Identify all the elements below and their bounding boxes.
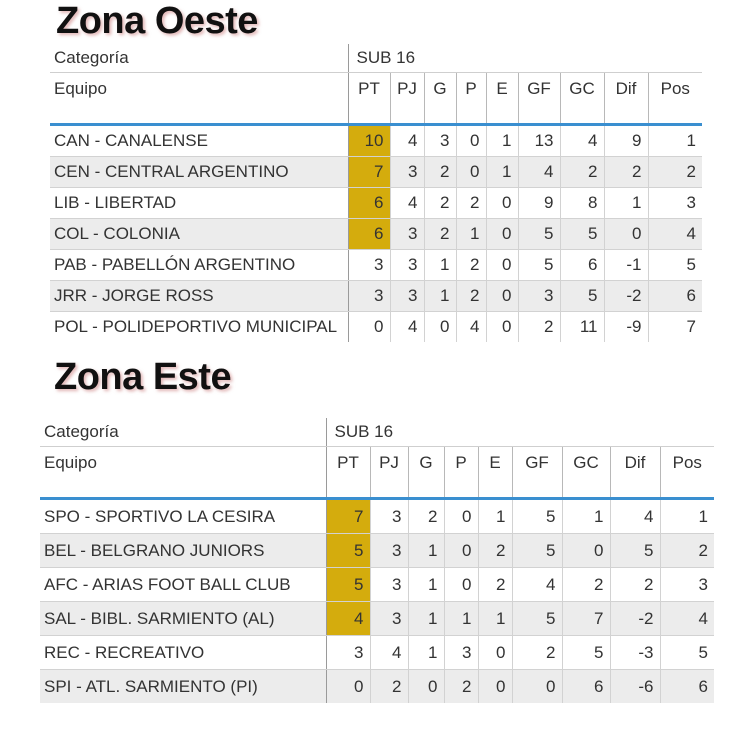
team-name-cell: JRR - JORGE ROSS bbox=[50, 281, 348, 312]
team-name-cell: PAB - PABELLÓN ARGENTINO bbox=[50, 250, 348, 281]
stat-cell-p: 2 bbox=[456, 188, 486, 219]
column-header-pt[interactable]: PT bbox=[326, 447, 370, 499]
column-header-pos[interactable]: Pos bbox=[648, 73, 702, 125]
stat-cell-pt: 5 bbox=[326, 534, 370, 568]
stat-cell-pos: 3 bbox=[648, 188, 702, 219]
stat-cell-gf: 4 bbox=[518, 157, 560, 188]
stat-cell-pos: 5 bbox=[660, 636, 714, 670]
category-value: SUB 16 bbox=[348, 44, 702, 73]
category-row bbox=[50, 44, 702, 73]
table-row bbox=[40, 636, 714, 670]
stat-cell-p: 3 bbox=[444, 636, 478, 670]
table-row bbox=[50, 250, 702, 281]
stat-cell-gf: 4 bbox=[512, 568, 562, 602]
stat-cell-e: 0 bbox=[486, 281, 518, 312]
team-name-cell: SPI - ATL. SARMIENTO (PI) bbox=[40, 670, 326, 704]
table-row bbox=[50, 125, 702, 157]
category-value: SUB 16 bbox=[326, 418, 714, 447]
stat-cell-g: 1 bbox=[408, 534, 444, 568]
column-header-pj[interactable]: PJ bbox=[390, 73, 424, 125]
category-label: Categoría bbox=[50, 44, 348, 73]
column-header-pj[interactable]: PJ bbox=[370, 447, 408, 499]
column-header-gc[interactable]: GC bbox=[562, 447, 610, 499]
stat-cell-dif: 0 bbox=[604, 219, 648, 250]
stat-cell-pj: 3 bbox=[390, 219, 424, 250]
stat-cell-p: 0 bbox=[444, 568, 478, 602]
stat-cell-p: 1 bbox=[444, 602, 478, 636]
stat-cell-pj: 4 bbox=[390, 125, 424, 157]
stat-cell-gf: 5 bbox=[518, 219, 560, 250]
stat-cell-e: 1 bbox=[486, 157, 518, 188]
column-header-e[interactable]: E bbox=[478, 447, 512, 499]
stat-cell-gc: 1 bbox=[562, 499, 610, 534]
header-row bbox=[40, 447, 714, 499]
category-label: Categoría bbox=[40, 418, 326, 447]
stat-cell-pt: 0 bbox=[348, 312, 390, 343]
table-row bbox=[40, 670, 714, 704]
stat-cell-pj: 3 bbox=[390, 250, 424, 281]
header-row bbox=[50, 73, 702, 125]
stat-cell-pos: 1 bbox=[648, 125, 702, 157]
team-name-cell: BEL - BELGRANO JUNIORS bbox=[40, 534, 326, 568]
standings-table bbox=[50, 44, 702, 342]
team-name-cell: COL - COLONIA bbox=[50, 219, 348, 250]
column-header-p[interactable]: P bbox=[444, 447, 478, 499]
stat-cell-g: 2 bbox=[424, 157, 456, 188]
stat-cell-dif: 1 bbox=[604, 188, 648, 219]
stat-cell-gc: 6 bbox=[562, 670, 610, 704]
stat-cell-pos: 6 bbox=[648, 281, 702, 312]
stat-cell-p: 1 bbox=[456, 219, 486, 250]
stat-cell-g: 1 bbox=[424, 250, 456, 281]
team-name-cell: POL - POLIDEPORTIVO MUNICIPAL bbox=[54, 317, 338, 336]
stat-cell-p: 2 bbox=[456, 281, 486, 312]
stat-cell-pos: 1 bbox=[660, 499, 714, 534]
stat-cell-g: 3 bbox=[424, 125, 456, 157]
table-row bbox=[50, 281, 702, 312]
standings-table-oeste bbox=[50, 44, 702, 342]
stat-cell-gf: 0 bbox=[512, 670, 562, 704]
table-row bbox=[40, 499, 714, 534]
team-name-cell: SAL - BIBL. SARMIENTO (AL) bbox=[40, 602, 326, 636]
column-header-pos[interactable]: Pos bbox=[660, 447, 714, 499]
stat-cell-dif: -3 bbox=[610, 636, 660, 670]
column-header-g[interactable]: G bbox=[408, 447, 444, 499]
stat-cell-gf: 5 bbox=[512, 534, 562, 568]
stat-cell-pos: 4 bbox=[660, 602, 714, 636]
stat-cell-dif: 4 bbox=[610, 499, 660, 534]
stat-cell-e: 0 bbox=[478, 636, 512, 670]
stat-cell-dif: -6 bbox=[610, 670, 660, 704]
stat-cell-e: 0 bbox=[486, 188, 518, 219]
stat-cell-pj: 3 bbox=[390, 281, 424, 312]
stat-cell-gc: 5 bbox=[560, 219, 604, 250]
stat-cell-e: 1 bbox=[478, 499, 512, 534]
stat-cell-gf: 13 bbox=[518, 125, 560, 157]
stat-cell-p: 2 bbox=[456, 250, 486, 281]
stat-cell-pos: 7 bbox=[648, 312, 702, 343]
stat-cell-p: 4 bbox=[456, 312, 486, 343]
stat-cell-pj: 3 bbox=[370, 602, 408, 636]
stat-cell-e: 2 bbox=[478, 534, 512, 568]
team-name-cell: SPO - SPORTIVO LA CESIRA bbox=[40, 499, 326, 534]
stat-cell-pt: 7 bbox=[326, 499, 370, 534]
stat-cell-gf: 5 bbox=[512, 602, 562, 636]
team-name-cell: REC - RECREATIVO bbox=[40, 636, 326, 670]
stat-cell-p: 2 bbox=[444, 670, 478, 704]
stat-cell-gf: 5 bbox=[518, 250, 560, 281]
stat-cell-pos: 3 bbox=[660, 568, 714, 602]
stat-cell-pt: 10 bbox=[348, 125, 390, 157]
stat-cell-p: 0 bbox=[456, 125, 486, 157]
category-row bbox=[40, 418, 714, 447]
table-row bbox=[50, 312, 702, 343]
stat-cell-pt: 3 bbox=[326, 636, 370, 670]
stat-cell-g: 2 bbox=[424, 188, 456, 219]
stat-cell-gf: 5 bbox=[512, 499, 562, 534]
stat-cell-pt: 0 bbox=[326, 670, 370, 704]
stat-cell-dif: -1 bbox=[604, 250, 648, 281]
table-row bbox=[50, 157, 702, 188]
stat-cell-g: 2 bbox=[408, 499, 444, 534]
stat-cell-dif: -9 bbox=[604, 312, 648, 343]
column-header-team[interactable]: Equipo bbox=[50, 73, 348, 125]
column-header-dif[interactable]: Dif bbox=[610, 447, 660, 499]
stat-cell-p: 0 bbox=[444, 499, 478, 534]
stat-cell-pt: 6 bbox=[348, 188, 390, 219]
stat-cell-p: 0 bbox=[456, 157, 486, 188]
stat-cell-gf: 2 bbox=[512, 636, 562, 670]
stat-cell-pj: 4 bbox=[370, 636, 408, 670]
stat-cell-e: 0 bbox=[486, 250, 518, 281]
column-header-dif[interactable]: Dif bbox=[604, 73, 648, 125]
standings-table-este bbox=[40, 418, 714, 703]
table-row bbox=[50, 219, 702, 250]
stat-cell-pos: 2 bbox=[648, 157, 702, 188]
stat-cell-pj: 2 bbox=[370, 670, 408, 704]
column-header-gc[interactable]: GC bbox=[560, 73, 604, 125]
stat-cell-e: 0 bbox=[486, 312, 518, 343]
stat-cell-gc: 8 bbox=[560, 188, 604, 219]
stat-cell-e: 0 bbox=[478, 670, 512, 704]
stat-cell-gc: 6 bbox=[560, 250, 604, 281]
stat-cell-e: 1 bbox=[478, 602, 512, 636]
stat-cell-pj: 4 bbox=[390, 188, 424, 219]
stat-cell-g: 1 bbox=[408, 602, 444, 636]
team-name-cell: CAN - CANALENSE bbox=[50, 125, 348, 157]
team-name-cell: CEN - CENTRAL ARGENTINO bbox=[50, 157, 348, 188]
stat-cell-e: 1 bbox=[486, 125, 518, 157]
stat-cell-g: 0 bbox=[408, 670, 444, 704]
stat-cell-pj: 3 bbox=[370, 534, 408, 568]
team-name-cell: AFC - ARIAS FOOT BALL CLUB bbox=[40, 568, 326, 602]
table-row bbox=[40, 534, 714, 568]
table-row bbox=[40, 568, 714, 602]
stat-cell-gc: 2 bbox=[562, 568, 610, 602]
stat-cell-gc: 2 bbox=[560, 157, 604, 188]
stat-cell-dif: 2 bbox=[604, 157, 648, 188]
stat-cell-dif: -2 bbox=[604, 281, 648, 312]
stat-cell-p: 0 bbox=[444, 534, 478, 568]
team-name-cell: LIB - LIBERTAD bbox=[50, 188, 348, 219]
stat-cell-gc: 11 bbox=[560, 312, 604, 343]
stat-cell-dif: 5 bbox=[610, 534, 660, 568]
column-header-gf[interactable]: GF bbox=[512, 447, 562, 499]
stat-cell-g: 1 bbox=[424, 281, 456, 312]
stat-cell-dif: 2 bbox=[610, 568, 660, 602]
stat-cell-gc: 0 bbox=[562, 534, 610, 568]
stat-cell-pj: 3 bbox=[370, 568, 408, 602]
table-row bbox=[40, 602, 714, 636]
stat-cell-gc: 4 bbox=[560, 125, 604, 157]
stat-cell-pt: 5 bbox=[326, 568, 370, 602]
column-header-e[interactable]: E bbox=[486, 73, 518, 125]
stat-cell-pt: 3 bbox=[348, 281, 390, 312]
stat-cell-dif: -2 bbox=[610, 602, 660, 636]
stat-cell-pt: 4 bbox=[326, 602, 370, 636]
stat-cell-gc: 7 bbox=[562, 602, 610, 636]
stat-cell-e: 2 bbox=[478, 568, 512, 602]
column-header-p[interactable]: P bbox=[456, 73, 486, 125]
stat-cell-pt: 7 bbox=[348, 157, 390, 188]
stat-cell-pj: 4 bbox=[390, 312, 424, 343]
zone-title-oeste: Zona Oeste bbox=[56, 0, 258, 42]
stat-cell-gc: 5 bbox=[562, 636, 610, 670]
stat-cell-gc: 5 bbox=[560, 281, 604, 312]
stat-cell-gf: 3 bbox=[518, 281, 560, 312]
stat-cell-pj: 3 bbox=[390, 157, 424, 188]
zone-title-este: Zona Este bbox=[54, 356, 232, 398]
stat-cell-g: 1 bbox=[408, 636, 444, 670]
standings-table bbox=[40, 418, 714, 703]
table-row bbox=[50, 188, 702, 219]
stat-cell-g: 1 bbox=[408, 568, 444, 602]
stat-cell-pos: 4 bbox=[648, 219, 702, 250]
stat-cell-gf: 9 bbox=[518, 188, 560, 219]
column-header-team[interactable]: Equipo bbox=[40, 447, 326, 499]
stat-cell-gf: 2 bbox=[518, 312, 560, 343]
stat-cell-pos: 5 bbox=[648, 250, 702, 281]
stat-cell-pos: 2 bbox=[660, 534, 714, 568]
column-header-pt[interactable]: PT bbox=[348, 73, 390, 125]
stat-cell-pt: 3 bbox=[348, 250, 390, 281]
column-header-g[interactable]: G bbox=[424, 73, 456, 125]
stat-cell-pj: 3 bbox=[370, 499, 408, 534]
column-header-gf[interactable]: GF bbox=[518, 73, 560, 125]
stat-cell-pos: 6 bbox=[660, 670, 714, 704]
stat-cell-dif: 9 bbox=[604, 125, 648, 157]
stat-cell-e: 0 bbox=[486, 219, 518, 250]
stat-cell-pt: 6 bbox=[348, 219, 390, 250]
stat-cell-g: 2 bbox=[424, 219, 456, 250]
stat-cell-g: 0 bbox=[424, 312, 456, 343]
